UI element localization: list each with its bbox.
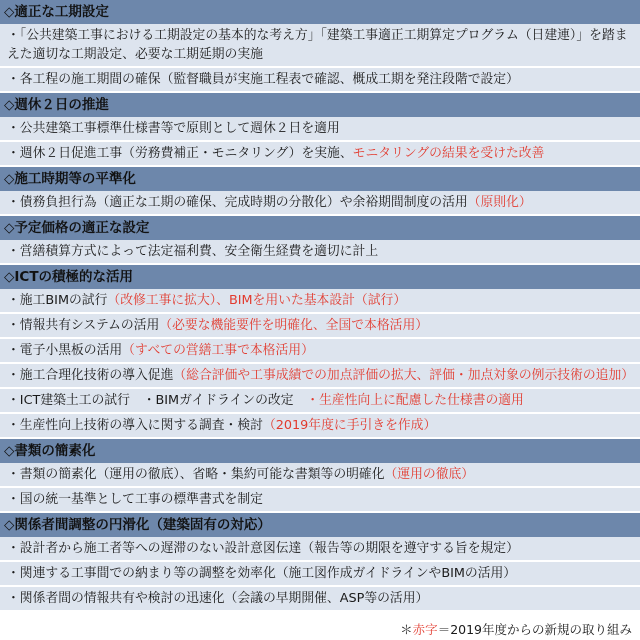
list-item — [0, 389, 640, 414]
list-item — [0, 562, 640, 587]
new-initiative-text: （2019年度に手引きを作成） — [262, 418, 437, 433]
list-item — [0, 314, 640, 339]
item-text: ・施工BIMの試行 — [7, 293, 108, 308]
item-text: ・国の統一基準として工事の標準書式を制定 — [7, 492, 263, 507]
list-item — [0, 537, 640, 562]
section-header: ◇ICTの積極的な活用 — [0, 265, 640, 289]
item-text: ・関連する工事間での納まり等の調整を効率化（施工図作成ガイドラインやBIMの活用） — [7, 566, 517, 581]
item-text: ・営繕積算方式によって法定福利費、安全衛生経費を適切に計上 — [7, 244, 379, 259]
list-item — [0, 339, 640, 364]
list-item — [0, 289, 640, 314]
list-item — [0, 463, 640, 488]
footnote — [400, 622, 632, 638]
list-item — [0, 240, 640, 265]
section-header: ◇書類の簡素化 — [0, 439, 640, 463]
list-item — [0, 488, 640, 513]
item-text: ・書類の簡素化（運用の徹底）、省略・集約可能な書類等の明確化 — [7, 467, 385, 482]
item-text: ・施工合理化技術の導入促進 — [7, 368, 174, 383]
new-initiative-text: （改修工事に拡大）、BIMを用いた基本設計（試行） — [107, 293, 407, 308]
new-initiative-text: （運用の徹底） — [384, 467, 475, 482]
item-text: ・情報共有システムの活用 — [7, 318, 160, 333]
list-item — [0, 142, 640, 167]
new-initiative-text: （すべての営繕工事で本格活用） — [122, 343, 314, 358]
item-text: ・各工程の施工期間の確保（監督職員が実施工程表で確認、概成工期を発注段階で設定） — [7, 72, 519, 87]
item-text: ・「公共建築工事における工期設定の基本的な考え方」「建築工事適正工期算定プログラム（日建連）」を踏まえた適切な工期設定、必要な工期延期の実施 — [7, 28, 628, 62]
item-text: ・ICT建築土工の試行 ・BIMガイドラインの改定 — [7, 393, 307, 408]
section-header: ◇適正な工期設定 — [0, 0, 640, 24]
section-header: ◇週休２日の推進 — [0, 93, 640, 117]
new-initiative-text: ・生産性向上に配慮した仕様書の適用 — [306, 393, 524, 408]
list-item — [0, 414, 640, 439]
section-header: ◇予定価格の適正な設定 — [0, 216, 640, 240]
section-header: ◇施工時期等の平準化 — [0, 167, 640, 191]
footnote-red-label: 赤字 — [412, 622, 438, 637]
list-item — [0, 364, 640, 389]
item-text: ・週休２日促進工事（労務費補正・モニタリング）を実施、 — [7, 146, 353, 161]
list-item — [0, 587, 640, 612]
footnote-prefix: ＊ — [400, 622, 413, 637]
item-text: ・生産性向上技術の導入に関する調査・検討 — [7, 418, 263, 433]
item-text: ・関係者間の情報共有や検討の迅速化（会議の早期開催、ASP等の活用） — [7, 591, 429, 606]
new-initiative-text: （総合評価や工事成績での加点評価の拡大、評価・加点対象の例示技術の追加） — [173, 368, 635, 383]
section-header: ◇関係者間調整の円滑化（建築固有の対応） — [0, 513, 640, 537]
item-text: ・公共建築工事標準仕様書等で原則として週休２日を適用 — [7, 121, 340, 136]
item-text: ・電子小黒板の活用 — [7, 343, 123, 358]
item-text: ・債務負担行為（適正な工期の確保、完成時期の分散化）や余裕期間制度の活用 — [7, 195, 468, 210]
footnote-text: ＝2019年度からの新規の取り組み — [437, 622, 632, 637]
new-initiative-text: モニタリングの結果を受けた改善 — [352, 146, 545, 161]
list-item — [0, 191, 640, 216]
new-initiative-text: （原則化） — [467, 195, 532, 210]
list-item — [0, 117, 640, 142]
item-text: ・設計者から施工者等への遅滞のない設計意図伝達（報告等の期限を遵守する旨を規定） — [7, 541, 519, 556]
list-item — [0, 24, 640, 68]
new-initiative-text: （必要な機能要件を明確化、全国で本格活用） — [159, 318, 429, 333]
list-item — [0, 68, 640, 93]
